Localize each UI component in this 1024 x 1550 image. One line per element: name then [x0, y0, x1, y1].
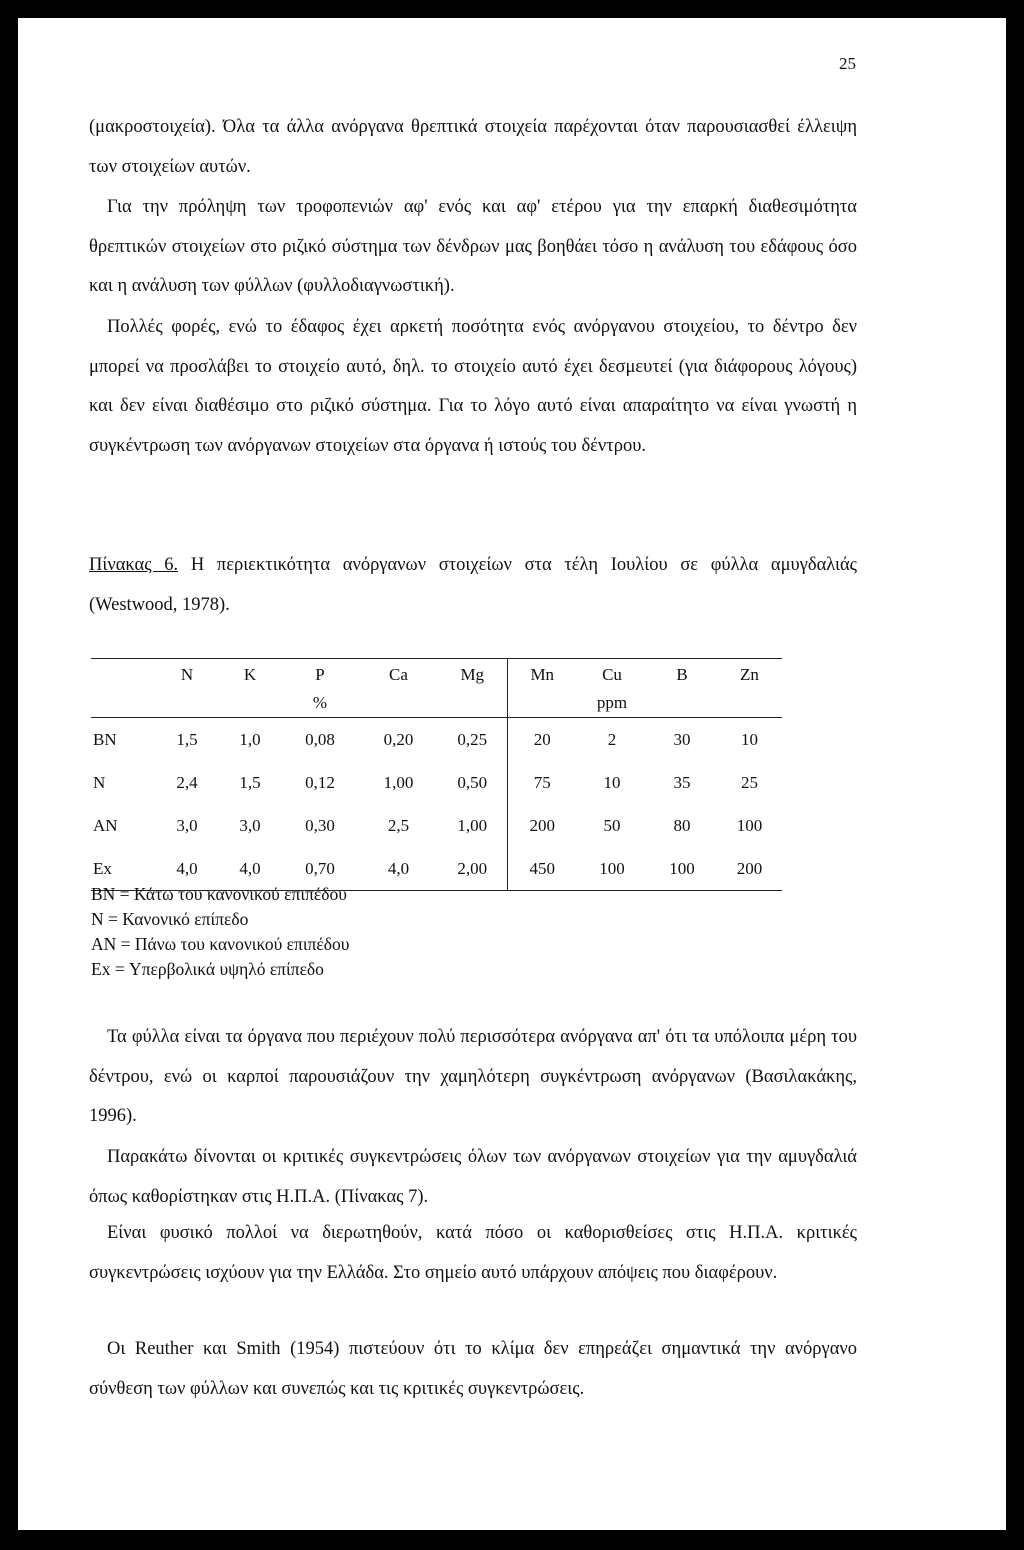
table-unit-ppm: ppm	[577, 695, 647, 718]
table-header-cu: Cu	[577, 659, 647, 696]
table-row	[91, 718, 782, 762]
table-cell: 100	[736, 815, 763, 835]
table-cell: 100	[577, 847, 647, 891]
table-cell: 35	[673, 772, 691, 792]
table-cell: 10	[741, 729, 758, 749]
table-cell: 4,0	[155, 847, 219, 891]
table-caption	[89, 546, 857, 625]
table-cell: 100	[647, 847, 717, 891]
table-cell: 3,0	[239, 815, 261, 835]
table-cell-label: Ex	[91, 847, 155, 891]
nutrient-table	[91, 658, 782, 891]
table-cell: 2,00	[438, 847, 507, 891]
table-caption-text: Η περιεκτικότητα ανόργανων στοιχείων στα τέλη Ιουλίου σε φύλλα αμυγδαλιάς (Westwood, 1978).	[89, 555, 858, 615]
paragraph-7: Οι Reuther και Smith (1954) πιστεύουν ότι το κλίμα δεν επηρεάζει σημαντικά την ανόργανο σύνθεση των φύλλων και συνεπώς και τις κριτικές συγκεντρώσεις.	[89, 1339, 857, 1399]
table-cell: 2,5	[387, 815, 410, 835]
table-cell: 1,00	[457, 815, 488, 835]
table-cell-label: BN	[93, 729, 117, 749]
table-caption-label: Πίνακας 6.	[89, 555, 179, 575]
table-cell: 0,50	[457, 772, 488, 792]
paragraph-1: (μακροστοιχεία). Όλα τα άλλα ανόργανα θρεπτικά στοιχεία παρέχονται όταν παρουσιασθεί έλλειψη των στοιχείων αυτών.	[89, 117, 857, 177]
table-cell: 4,0	[359, 847, 438, 891]
table-cell: 0,25	[457, 729, 488, 749]
table-cell: 450	[507, 847, 577, 891]
table-cell: 3,0	[176, 815, 198, 835]
table-legend	[91, 882, 349, 982]
table-header-p: P	[281, 659, 359, 696]
paragraph-2: Για την πρόληψη των τροφοπενιών αφ' ενός και αφ' ετέρου για την επαρκή διαθεσιμότητα θρεπτικών στοιχείων στο ριζικό σύστημα των δένδρων μας βοηθάει τόσο η ανάλυση του εδάφους όσο και η ανάλυση των φύλλων (φυλλοδιαγνωστική).	[89, 197, 857, 297]
table-cell: 25	[741, 772, 758, 792]
table-cell-label: AN	[93, 815, 118, 835]
table-cell: 20	[507, 718, 577, 762]
table-cell: 0,12	[305, 772, 335, 792]
table-cell: 1,5	[176, 729, 198, 749]
legend-item: Ex = Υπερβολικά υψηλό επίπεδο	[91, 959, 324, 979]
table-cell: 200	[507, 804, 577, 847]
page-number: 25	[839, 54, 856, 73]
table-cell: 30	[673, 729, 691, 749]
table-cell: 75	[507, 761, 577, 804]
table-cell: 200	[717, 847, 782, 891]
table-cell: 0,08	[305, 729, 335, 749]
paragraph-4: Τα φύλλα είναι τα όργανα που περιέχουν πολύ περισσότερα ανόργανα απ' ότι τα υπόλοιπα μέρη του δέντρου, ενώ οι καρποί παρουσιάζουν την χαμηλότερη συγκέντρωση ανόργανων (Βασιλακάκης, 1996).	[89, 1027, 857, 1127]
table-header-zn: Zn	[717, 659, 782, 696]
table-cell-label: N	[93, 772, 106, 792]
table-header-b: B	[647, 659, 717, 696]
table-row	[91, 761, 782, 804]
legend-item: N = Κανονικό επίπεδο	[91, 909, 249, 929]
paragraph-5: Παρακάτω δίνονται οι κριτικές συγκεντρώσεις όλων των ανόργανων στοιχείων για την αμυγδαλιά όπως καθορίστηκαν στις Η.Π.Α. (Πίνακας 7).	[89, 1147, 857, 1207]
table-cell: 4,0	[219, 847, 281, 891]
table-cell: 2,4	[176, 772, 198, 792]
table-cell: 1,5	[239, 772, 261, 792]
table-unit-percent: %	[281, 695, 359, 718]
document-page	[18, 18, 1006, 1530]
table-header-mg: Mg	[438, 659, 507, 696]
table-cell: 0,20	[383, 729, 414, 749]
table-header-blank	[91, 659, 155, 696]
table-cell: 1,0	[239, 729, 261, 749]
table-cell: 50	[603, 815, 621, 835]
paragraph-6: Είναι φυσικό πολλοί να διερωτηθούν, κατά πόσο οι καθορισθείσες στις Η.Π.Α. κριτικές συγκεντρώσεις ισχύουν για την Ελλάδα. Στο σημείο αυτό υπάρχουν απόψεις που διαφέρουν.	[89, 1223, 857, 1283]
table-cell: 80	[673, 815, 691, 835]
table-header-ca: Ca	[359, 659, 438, 696]
legend-item: BN = Κάτω του κανονικού επιπέδου	[91, 884, 347, 904]
legend-item: AN = Πάνω του κανονικού επιπέδου	[91, 934, 350, 954]
table-cell: 10	[603, 772, 621, 792]
table-row	[91, 804, 782, 847]
table-header-mn: Mn	[507, 659, 577, 696]
table-cell: 1,00	[383, 772, 414, 792]
table-cell: 0,30	[305, 815, 335, 835]
table-header-k: K	[219, 659, 281, 696]
table-header-n: N	[155, 659, 219, 696]
table-cell: 2	[607, 729, 617, 749]
table-cell: 0,70	[281, 847, 359, 891]
paragraph-3: Πολλές φορές, ενώ το έδαφος έχει αρκετή ποσότητα ενός ανόργανου στοιχείου, το δέντρο δεν μπορεί να προσλάβει το στοιχείο αυτό, δηλ. το στοιχείο αυτό έχει δεσμευτεί (για διάφορους λόγους) και δεν είναι διαθέσιμο στο ριζικό σύστημα. Για το λόγο αυτό είναι απαραίτητο να είναι γνωστή η συγκέντρωση των ανόργανων στοιχείων στα όργανα ή ιστούς του δέντρου.	[89, 317, 857, 456]
